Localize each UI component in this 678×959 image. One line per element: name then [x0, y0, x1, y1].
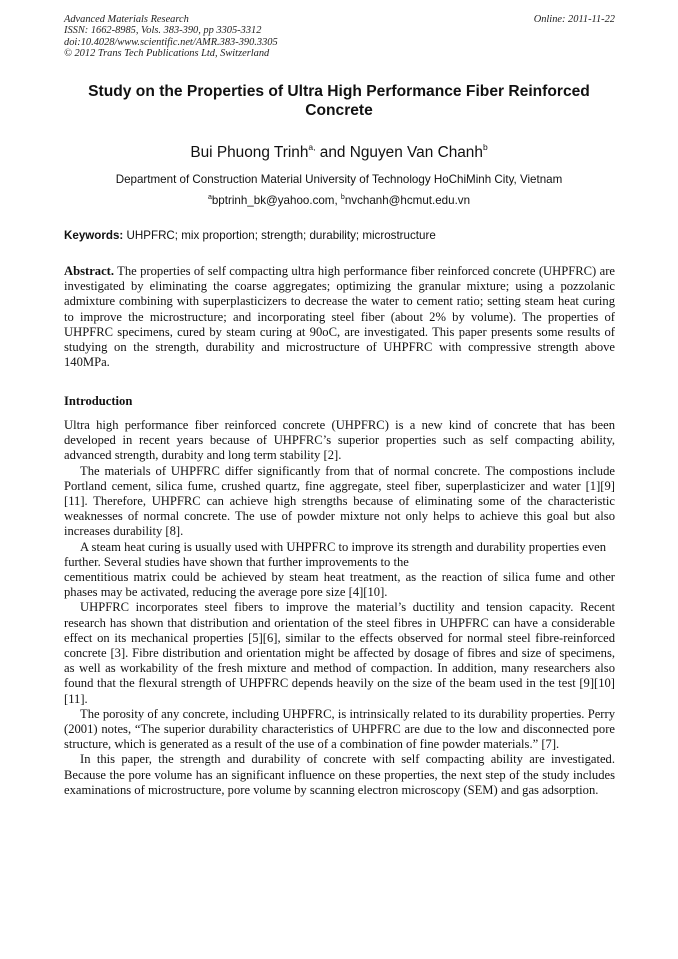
intro-paragraph-5: The porosity of any concrete, including UHPFRC, is intrinsically related to its durability properties. Perry (2001) notes, “The superior durability characteristics of UHPFRC are due to the low and disconnected pore structure, which is generated as a result of the use of a combination of fine powder materials.” [7].	[64, 706, 615, 752]
intro-paragraph-1: Ultra high performance fiber reinforced concrete (UHPFRC) is a new kind of concrete that has been developed in recent years because of UHPFRC’s superior properties such as self compacting ability, advanced strength, durabity and long term stability [2].	[64, 418, 615, 463]
author-1: Bui Phuong Trinh	[190, 144, 309, 161]
intro-paragraph-4: UHPFRC incorporates steel fibers to improve the material’s ductility and tension capacity. Recent research has shown that distribution and orientation of the steel fibres in UHPFRC can have a considerable effect on its mechanical properties [5][6], similar to the effects observed for normal steel fibre-reinforced concrete [3]. Fibre distribution and orientation might be affected by dosage of fibres and size of specimens, as well as workability of the fresh mixture and method of compaction. In addition, many researchers also found that the flexural strength of UHPFRC depends heavily on the size of the beam used in the test [9][10][11].	[64, 600, 615, 706]
email-a-mark: a	[207, 194, 212, 201]
introduction-body	[64, 418, 615, 798]
abstract-text: The properties of self compacting ultra high performance fiber reinforced concrete (UHPFRC) are investigated by eliminating the coarse aggregates; optimizing the granular mixture; using a pozzolanic admixture combining with superplasticizers to decrease the water to cement ratio; setting steam heat curing to improve the microstructure; and incorporating steel fiber (about 2% by volume). The properties of UHPFRC specimens, cured by steam curing at 90oC, are investigated. This paper presents some results of studying on the strength, durability and microstructure of UHPFRC with compressive strength above 140MPa.	[64, 264, 615, 370]
journal-copyright: © 2012 Trans Tech Publications Ltd, Switzerland	[64, 48, 270, 60]
journal-doi: doi:10.4028/www.scientific.net/AMR.383-390.3305	[64, 36, 278, 48]
abstract-label: Abstract.	[64, 264, 115, 278]
intro-paragraph-2: The materials of UHPFRC differ significantly from that of normal concrete. The compostions include Portland cement, silica fume, crushed quartz, fine aggregate, steel fiber, superplasticizer and water [1][9][11]. Therefore, UHPFRC can achieve high strengths because of eliminating some of the characteristic weaknesses of normal concrete. The use of powder mixture not only helps to achieve this goal but also increases durability [8].	[64, 463, 615, 539]
paper-title: Study on the Properties of Ultra High Performance Fiber Reinforced Concrete	[88, 83, 590, 119]
author-conjunction: and	[315, 144, 350, 161]
intro-paragraph-3: A steam heat curing is usually used with UHPFRC to improve its strength and durability properties even further. Several studies have shown that further improvements to the	[64, 539, 607, 569]
introduction-heading: Introduction	[64, 394, 133, 408]
email-b-mark: b	[340, 194, 345, 201]
author-1-affiliation-mark: a,	[308, 142, 316, 152]
author-2: Nguyen Van Chanh	[349, 144, 483, 161]
author-line	[64, 144, 614, 162]
journal-issn: ISSN: 1662-8985, Vols. 383-390, pp 3305-3312	[64, 25, 262, 37]
keywords-label: Keywords:	[64, 229, 124, 242]
author-emails	[64, 194, 614, 208]
journal-name: Advanced Materials Research	[64, 14, 189, 25]
intro-paragraph-6: In this paper, the strength and durability of concrete with self compacting ability are investigated. Because the pore volume has an significant influence on these properties, the next step of the study includes examinations of microstructure, pore volume by scanning electron microscopy (SEM) and gas adsorption.	[64, 752, 615, 797]
online-date: Online: 2011-11-22	[533, 14, 615, 25]
keywords-text: UHPFRC; mix proportion; strength; durability; microstructure	[123, 229, 436, 242]
author-2-affiliation-mark: b	[482, 142, 488, 152]
email-a: bptrinh_bk@yahoo.com,	[211, 194, 341, 207]
affiliation: Department of Construction Material University of Technology HoChiMinh City, Vietnam	[115, 173, 563, 186]
email-b: nvchanh@hcmut.edu.vn	[344, 194, 471, 207]
abstract	[64, 264, 615, 370]
keywords	[64, 229, 615, 243]
journal-header	[64, 14, 278, 60]
intro-paragraph-3-continued: cementitious matrix could be achieved by steam heat treatment, as the reaction of silica fume and other phases may be activated, reducing the average pore size [4][10].	[64, 570, 615, 600]
